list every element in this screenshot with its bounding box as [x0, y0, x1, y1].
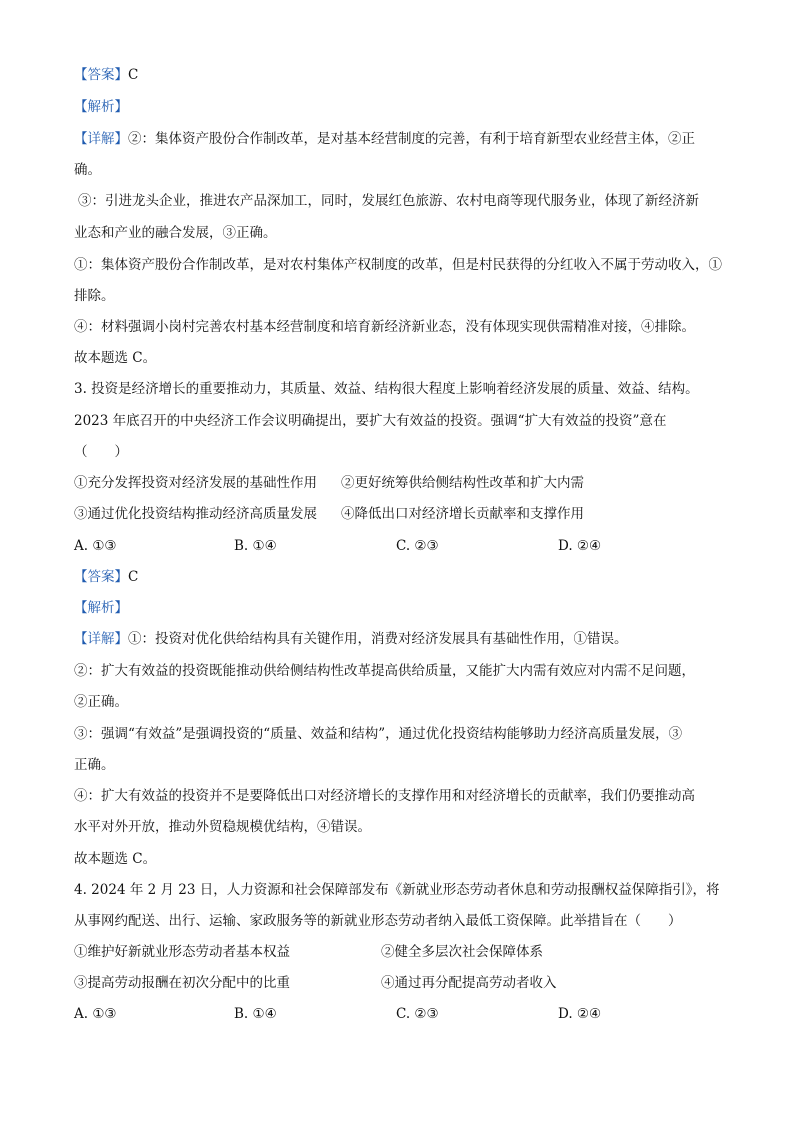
choice-b: B. ①④ — [234, 1006, 277, 1022]
choice-b: B. ①④ — [234, 538, 277, 554]
question-stem: 3. 投资是经济增长的重要推动力，其质量、效益、结构很大程度上影响着经济发展的质量、效益、结构。 — [74, 381, 699, 397]
detail-text: ①：集体资产股份合作制改革，是对农村集体产权制度的改革，但是村民获得的分红收入不属于劳动收入，① — [74, 257, 722, 273]
answer-value: C — [128, 569, 139, 585]
detail-tag: 【详解】 — [74, 631, 128, 647]
answer-tag: 【答案】 — [74, 67, 128, 83]
statement-option: ②更好统筹供给侧结构性改革和扩大内需 — [341, 475, 584, 491]
detail-tag: 【详解】 — [74, 131, 128, 147]
question-stem: 2023 年底召开的中央经济工作会议明确提出，要扩大有效益的投资。强调“扩大有效益的投资”意在 — [74, 413, 667, 429]
detail-text: ③：引进龙头企业，推进农产品深加工，同时，发展红色旅游、农村电商等现代服务业，体现了新经济新 — [78, 193, 699, 209]
detail-text: 水平对外开放，推动外贸稳规模优结构，④错误。 — [74, 819, 371, 835]
answer-line — [74, 568, 138, 586]
statement-option: ④降低出口对经济增长贡献率和支撑作用 — [341, 506, 584, 522]
detail-line — [74, 130, 695, 148]
detail-text: 排除。 — [74, 288, 115, 304]
answer-line — [74, 66, 138, 84]
answer-value: C — [128, 67, 139, 83]
choice-c: C. ②③ — [396, 538, 439, 554]
conclusion-text: 故本题选 C。 — [74, 350, 157, 366]
choice-a: A. ①③ — [74, 538, 117, 554]
detail-text: ②正确。 — [74, 694, 128, 710]
detail-text: ①：投资对优化供给结构具有关键作用，消费对经济发展具有基础性作用，①错误。 — [128, 631, 628, 647]
detail-text: ③：强调“有效益”是强调投资的“质量、效益和结构”，通过优化投资结构能够助力经济高质量发展，③ — [74, 726, 683, 742]
choice-d: D. ②④ — [558, 538, 602, 554]
detail-text: ②：集体资产股份合作制改革，是对基本经营制度的完善，有利于培育新型农业经营主体，②正 — [128, 131, 695, 147]
detail-line — [74, 630, 628, 648]
detail-text: ②：扩大有效益的投资既能推动供给侧结构性改革提高供给质量，又能扩大内需有效应对内需不足问题， — [74, 663, 695, 679]
choice-c: C. ②③ — [396, 1006, 439, 1022]
statement-option: ③提高劳动报酬在初次分配中的比重 — [74, 975, 290, 991]
choice-a: A. ①③ — [74, 1006, 117, 1022]
statement-option: ④通过再分配提高劳动者收入 — [381, 975, 557, 991]
statement-option: ③通过优化投资结构推动经济高质量发展 — [74, 506, 317, 522]
detail-text: ④：扩大有效益的投资并不是要降低出口对经济增长的支撑作用和对经济增长的贡献率，我们仍要推动高 — [74, 788, 695, 804]
detail-text: ④：材料强调小岗村完善农村基本经营制度和培育新经济新业态，没有体现实现供需精准对接，④排除。 — [74, 319, 695, 335]
detail-text: 确。 — [74, 162, 101, 178]
statement-option: ②健全多层次社会保障体系 — [381, 944, 543, 960]
answer-blank: （ ） — [74, 444, 128, 460]
analysis-tag: 【解析】 — [74, 99, 128, 115]
question-stem: 4. 2024 年 2 月 23 日，人力资源和社会保障部发布《新就业形态劳动者休息和劳动报酬权益保障指引》，将 — [74, 882, 720, 898]
answer-tag: 【答案】 — [74, 569, 128, 585]
statement-option: ①充分发挥投资对经济发展的基础性作用 — [74, 475, 317, 491]
choice-d: D. ②④ — [558, 1006, 602, 1022]
detail-text: 业态和产业的融合发展，③正确。 — [74, 225, 277, 241]
question-stem: 从事网约配送、出行、运输、家政服务等的新就业形态劳动者纳入最低工资保障。此举措旨在（ ） — [74, 913, 682, 929]
statement-option: ①维护好新就业形态劳动者基本权益 — [74, 944, 290, 960]
analysis-tag: 【解析】 — [74, 600, 128, 616]
detail-text: 正确。 — [74, 757, 115, 773]
conclusion-text: 故本题选 C。 — [74, 851, 157, 867]
